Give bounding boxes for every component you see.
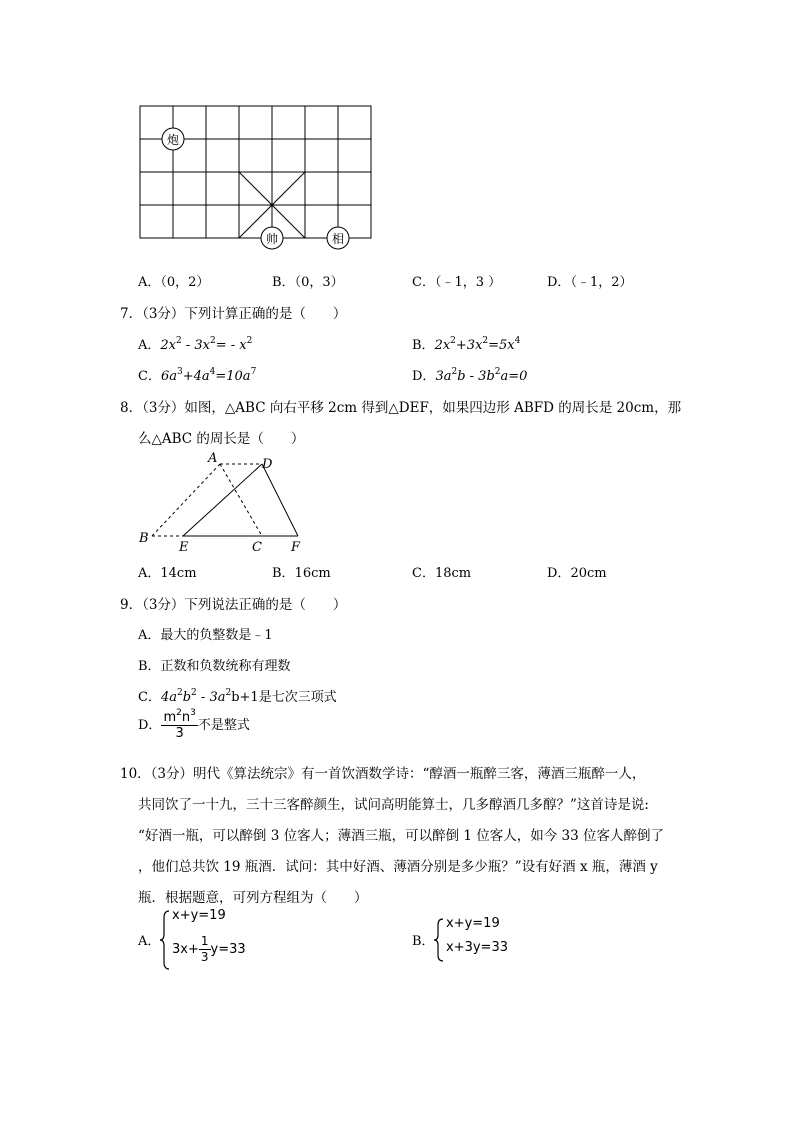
piece-shuai [261,227,283,249]
q7-option-c[interactable]: C．$6a^3+4a^4=10a^7$ [138,367,257,384]
left-brace-icon [434,918,444,962]
q9-option-c[interactable]: C．$4a^2b^2 - 3a^2b+1$是七次三项式 [138,688,337,705]
q7-option-b[interactable]: B．$2x^2+3x^2=5x^4$ [412,336,521,353]
q8-option-b[interactable]: B．16cm [272,566,331,581]
chess-board-figure [138,104,378,254]
q6-option-b[interactable]: B．（0，3） [272,275,344,290]
q8-stem-line2: 么△ABC 的周长是（ ） [138,431,305,447]
label-b: B [139,531,149,546]
piece-xiang [327,227,349,249]
piece-pao [162,128,184,150]
fraction-one-third: $\frac{1}{3}$ [200,934,209,964]
label-f: F [291,540,301,555]
q8-stem-line1: 8．（3分）如图，△ABC 向右平移 2cm 得到△DEF，如果四边形 ABFD 的周长是 20cm，那 [120,400,682,416]
q8-option-a[interactable]: A．14cm [138,566,197,581]
svg-text:相: 相 [331,232,345,246]
svg-text:帅: 帅 [265,232,279,246]
label-c: C [252,540,262,555]
label-a: A [208,451,218,466]
q8-option-c[interactable]: C．18cm [412,566,472,581]
label-d: D [262,457,273,472]
q9-option-d[interactable]: D． $\frac{m^2n^3}{3}$ 不是整式 [138,708,250,741]
q6-option-d[interactable]: D．（﹣1，2） [547,275,633,290]
q6-option-c[interactable]: C．（﹣1，3 ） [412,275,502,290]
label-e: E [179,540,189,555]
q9-stem: 9．（3分）下列说法正确的是（ ） [120,597,347,613]
left-brace-icon [160,910,170,970]
triangle-svg [136,448,316,558]
triangle-translation-figure [136,448,316,558]
q10-option-a[interactable]: A． x+y=19 3x+ $\frac{1}{3}$ y=33 [138,908,298,974]
q7-option-d[interactable]: D．$3a^2b - 3b^2a=0$ [412,367,528,384]
q10-stem-line5: 瓶．根据题意，可列方程组为（ ） [138,890,368,906]
fraction-m2n3-over-3: $\frac{m^2n^3}{3}$ [163,708,196,741]
q6-option-a[interactable]: A．（0，2） [138,275,210,290]
q10-stem-line2: 共同饮了一十九，三十三客醉颜生，试问高明能算士，几多醇酒几多醇？”这首诗是说: [138,797,649,813]
svg-text:炮: 炮 [166,133,180,147]
q8-option-d[interactable]: D．20cm [547,566,607,581]
q10-option-b[interactable]: B． x+y=19 x+3y=33 [412,916,572,966]
q9-option-a[interactable]: A．最大的负整数是﹣1 [138,628,273,643]
q9-option-b[interactable]: B．正数和负数统称有理数 [138,659,291,674]
q10-stem-line3: “好酒一瓶，可以醉倒 3 位客人；薄酒三瓶，可以醉倒 1 位客人，如今 33 位客人醉倒了 [138,828,665,844]
q7-option-a[interactable]: A．$2x^2 - 3x^2= - x^2$ [138,336,253,353]
q10-stem-line1: 10．（3分）明代《算法统宗》有一首饮酒数学诗：“醇酒一瓶醉三客，薄酒三瓶醉一人， [120,766,646,782]
chess-board-svg [138,104,378,254]
q7-stem: 7．（3分）下列计算正确的是（ ） [120,306,347,322]
q10-stem-line4: ，他们总共饮 19 瓶酒．试问：其中好酒、薄酒分别是多少瓶？”设有好酒 x 瓶，薄酒 y [138,859,658,875]
